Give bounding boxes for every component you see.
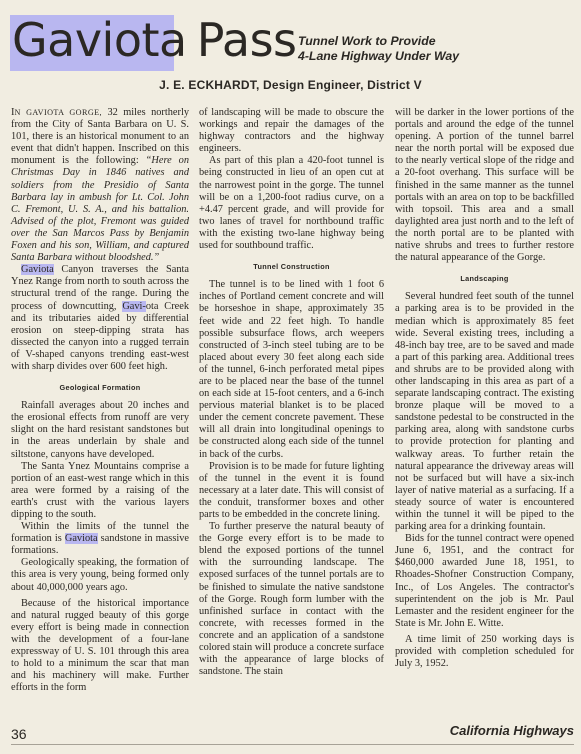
paragraph: Several hundred feet south of the tunnel a parking area is to be provided in the median which is approximately 85 feet wide. Several existing trees, including a 48-inch bay tree, are to be saved and made a part of this parking area. Additional trees and shrubs are to be provided along with other landscaping in this area as part of a separate landscaping contract. The existing bronze plaque will be moved to a sandstone pedestal to be constructed in the parking area, along with sandstone curbs to provide protection for planting and walkway areas. To further retain the natural appearance the driveway areas will not be surfaced but will have a six-inch layer of native material as a surfacing. If a steady source of water is encountered within the tunnel it will be piped to the parking area for a drinking fountain. [395,291,574,533]
paragraph-text: 32 miles northerly from the City of Santa Barbara on U. S. 101, there is an historical monument to an event that didn't happen. Inscribed on this monument is the following: [11,107,189,167]
byline: J. E. ECKHARDT, Design Engineer, District V [159,78,422,92]
paragraph: A time limit of 250 working days is provided with completion scheduled for July 3, 1952. [395,633,574,670]
paragraph-text: ota Creek and its tributaries aided by differential erosion on steep-dipping strata has dissected the canyon into a rugged terrain of V-shaped canyons trending east-west with sharp divides over 600 feet high. [11,300,189,372]
subtitle-line-1: Tunnel Work to Provide [298,34,436,48]
highlighted-term: Gaviota [21,264,54,276]
section-heading-landscaping: Landscaping [460,274,509,284]
subtitle [298,34,478,64]
article-column-2 [199,107,384,678]
paragraph: will be darker in the lower portions of the portals and around the edge of the tunnel opening. A portion of the tunnel barrel near the north portal will be exposed due to the nearly vertical slope of the ridge and a 20-foot overhang. This surface will be finished in the same manner as the tunnel portals with an area on top to be backfilled with topsoil. This area and a small daylighted area just north and to the left of the north portal are to be planted with native shrubs and trees to further restore the natural appearance of the Gorge. [395,107,574,264]
paragraph [11,107,189,264]
monument-inscription: “Here on Christmas Day in 1846 natives and soldiers from the Presidio of Santa Barbara lay in ambush for Lt. Col. John C. Fremont, U. S. A., and his battalion. Advised of the plot, Fremont was guided over the San Marcos Pass by Benjamin Foxen and his son, William, and captured Santa Barbara without bloodshed.” [11,155,189,264]
paragraph: of landscaping will be made to obscure the workings and repair the damages of the highway contractors and the highway engineers. [199,107,384,155]
drop-cap: I [11,107,15,118]
paragraph [11,521,189,557]
paragraph: Bids for the tunnel contract were opened June 6, 1951, and the contract for $460,000 awarded June 18, 1951, to Rhoades-Shofner Construction Company, Inc., of Los Angeles. The contractor's superintendent on the job is Mr. Paul Lemaster and the resident engineer for the State is Mr. John E. Witte. [395,533,574,629]
article-column-3 [395,107,574,670]
article-column-1 [11,107,189,694]
highlighted-term: Gavi- [122,300,146,312]
paragraph: The tunnel is to be lined with 1 foot 6 inches of Portland cement concrete and will be horseshoe in shape, approximately 35 feet wide and 22 feet high. To handle possible subsurface flows, arch weepers constructed of 3-inch steel tubing are to be placed about every 30 feet along each side of the tunnel, 6-inch perforated metal pipes are to be placed near the base of the tunnel on each side at 15-foot centers, and a 6-inch pervious material blanket is to be placed under the cement concrete pavement. These will all drain into longitudinal openings to be constructed along each side of the tunnel in back of the curbs. [199,279,384,460]
paragraph [11,264,189,373]
footer-divider [11,744,574,745]
paragraph-text: Within the limits of the tunnel the formation is [11,521,189,545]
section-heading-tunnel-construction: Tunnel Construction [253,262,330,272]
paragraph: The Santa Ynez Mountains comprise a portion of an east-west range which in this area were formed by a raising of the earth's crust with the various layers dipping to the south. [11,460,189,520]
paragraph-text: sandstone in massive formations. [11,533,189,557]
lead-in-caps: N GAVIOTA GORGE, [14,108,102,117]
page-number: 36 [11,726,27,742]
paragraph: Geologically speaking, the formation of this area is very young, being formed only about 40,000,000 years ago. [11,557,189,593]
title-word-gaviota: Gaviota [12,13,187,67]
paragraph: To further preserve the natural beauty of the Gorge every effort is to be made to blend the exposed portions of the tunnel with the surrounding landscape. The exposed surfaces of the tunnel portals are to be finished to simulate the native sandstone of the Gorge. Rough form lumber with the unfinished surface in contact with the concrete, with recesses formed in the concrete and an application of a sandstone colored stain will produce a concrete surface with the appearance of large blocks of sandstone. The stain [199,521,384,678]
paragraph: Provision is to be made for future lighting of the tunnel in the event it is found necessary at a later date. This will consist of the conduit, transformer boxes and other parts to be embedded in the concrete lining. [199,460,384,520]
paragraph-text: Canyon traverses the Santa Ynez Range from north to south across the structural trend of the range. During the process of downcutting, [11,264,189,312]
highlighted-term: Gaviota [64,533,98,545]
paragraph: As part of this plan a 420-foot tunnel is being constructed in lieu of an open cut at the narrowest point in the gorge. The tunnel will be on a 1,200-foot radius curve, on a +4.47 percent grade, and will provide for two lanes of travel for northbound traffic with the existing two-lane highway being used for southbound traffic. [199,155,384,252]
page-title [12,10,297,70]
paragraph: Rainfall averages about 20 inches and the erosional effects from runoff are very slight on the hard resistant sandstones but in the areas underlain by shale and siltstone, canyons have developed. [11,400,189,460]
section-heading-geological-formation: Geological Formation [59,383,141,393]
paragraph: Because of the historical importance and natural rugged beauty of this gorge every effort is being made in connection with the development of a four-lane expressway of U. S. 101 through this area to hold to a minimum the scar that man and his machinery will make. Further efforts in the form [11,597,189,694]
subtitle-line-2: 4-Lane Highway Under Way [298,49,460,63]
publication-name: California Highways [449,723,574,738]
title-word-pass: Pass [196,13,297,67]
